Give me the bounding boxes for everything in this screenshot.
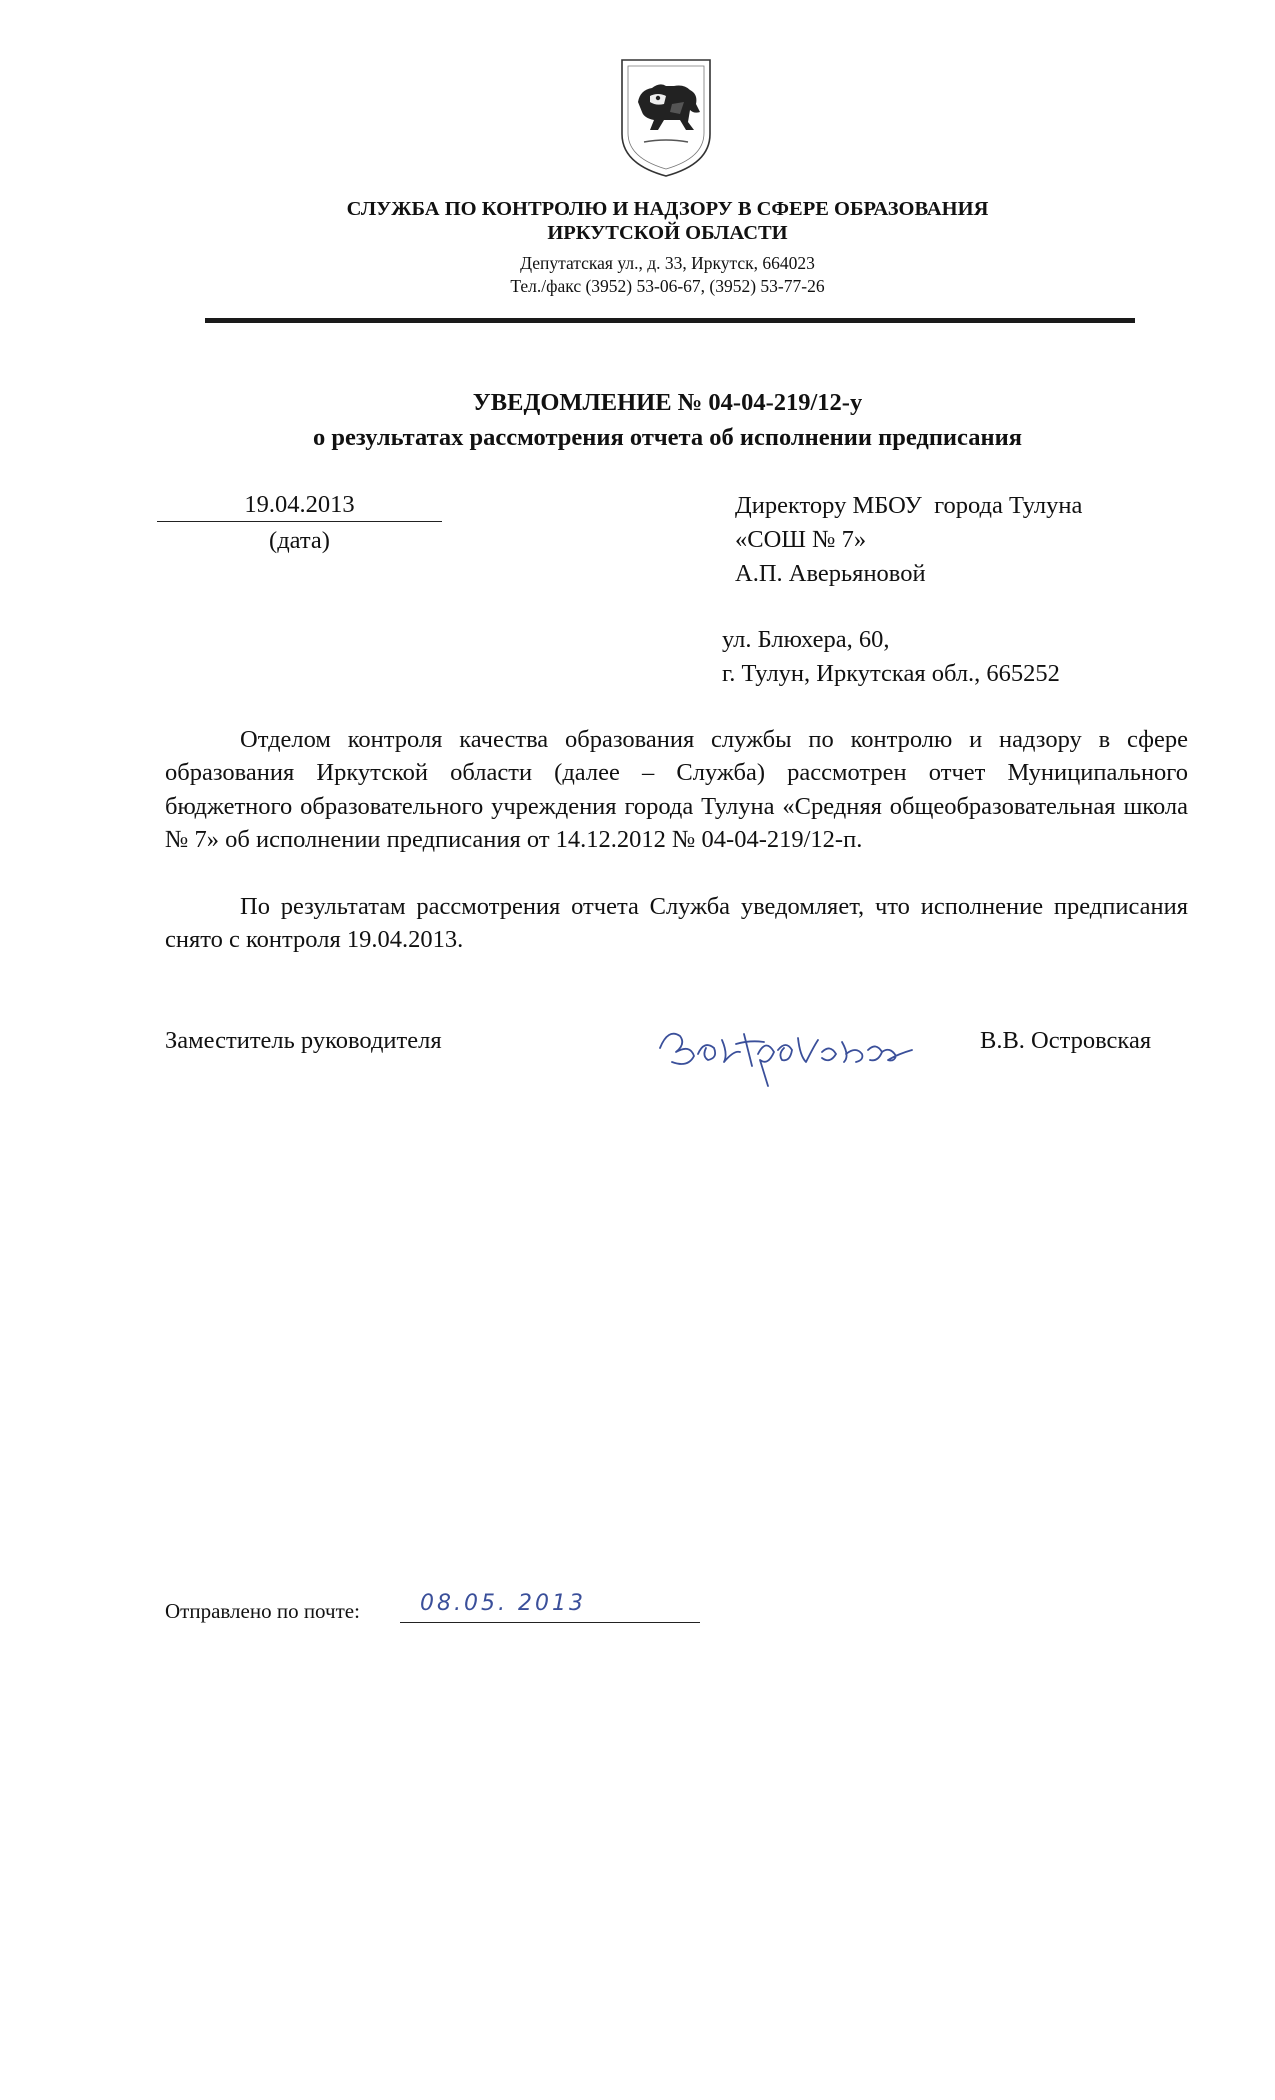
mailed-date: 08.05. 2013	[420, 1591, 586, 1616]
body-paragraph-1: Отделом контроля качества образования службы по контролю и надзору в сфере образования Иркутской области (далее – Служба) рассмотрен отчет Муниципального бюджетного образовательного учреждения города Тулуна «Средняя общеобразовательная школа № 7» об исполнении предписания от 14.12.2012 № 04-04-219/12-п.	[165, 726, 1188, 854]
body-paragraph-2: По результатам рассмотрения отчета Служба уведомляет, что исполнение предписания снято с контроля 19.04.2013.	[165, 893, 1188, 954]
recipient-school: «СОШ № 7»	[735, 526, 867, 553]
agency-phone-fax: Тел./факс (3952) 53-06-67, (3952) 53-77-26	[510, 276, 825, 296]
signatory-name: В.В. Островская	[980, 1027, 1152, 1054]
recipient-position: Директору МБОУ города Тулуна	[735, 492, 1083, 519]
notice-subtitle: о результатах рассмотрения отчета об исполнении предписания	[313, 424, 1022, 451]
agency-name-line2: ИРКУТСКОЙ ОБЛАСТИ	[547, 222, 788, 244]
handwritten-signature	[650, 1010, 925, 1090]
recipient-name: А.П. Аверьяновой	[735, 560, 926, 587]
notice-title: УВЕДОМЛЕНИЕ № 04-04-219/12-у	[472, 389, 863, 416]
agency-address: Депутатская ул., д. 33, Иркутск, 664023	[520, 253, 815, 273]
recipient-street: ул. Блюхера, 60,	[722, 626, 890, 653]
date-caption: (дата)	[269, 527, 330, 554]
header-divider	[205, 318, 1135, 323]
mailed-label: Отправлено по почте:	[165, 1599, 360, 1623]
agency-name-line1: СЛУЖБА ПО КОНТРОЛЮ И НАДЗОРУ В СФЕРЕ ОБРАЗОВАНИЯ	[346, 198, 989, 220]
date-underline	[157, 521, 442, 522]
mailed-underline	[400, 1622, 700, 1623]
recipient-city: г. Тулун, Иркутская обл., 665252	[722, 660, 1060, 687]
document-date: 19.04.2013	[244, 491, 355, 518]
coat-of-arms-icon	[614, 56, 718, 180]
signatory-title: Заместитель руководителя	[165, 1027, 442, 1054]
